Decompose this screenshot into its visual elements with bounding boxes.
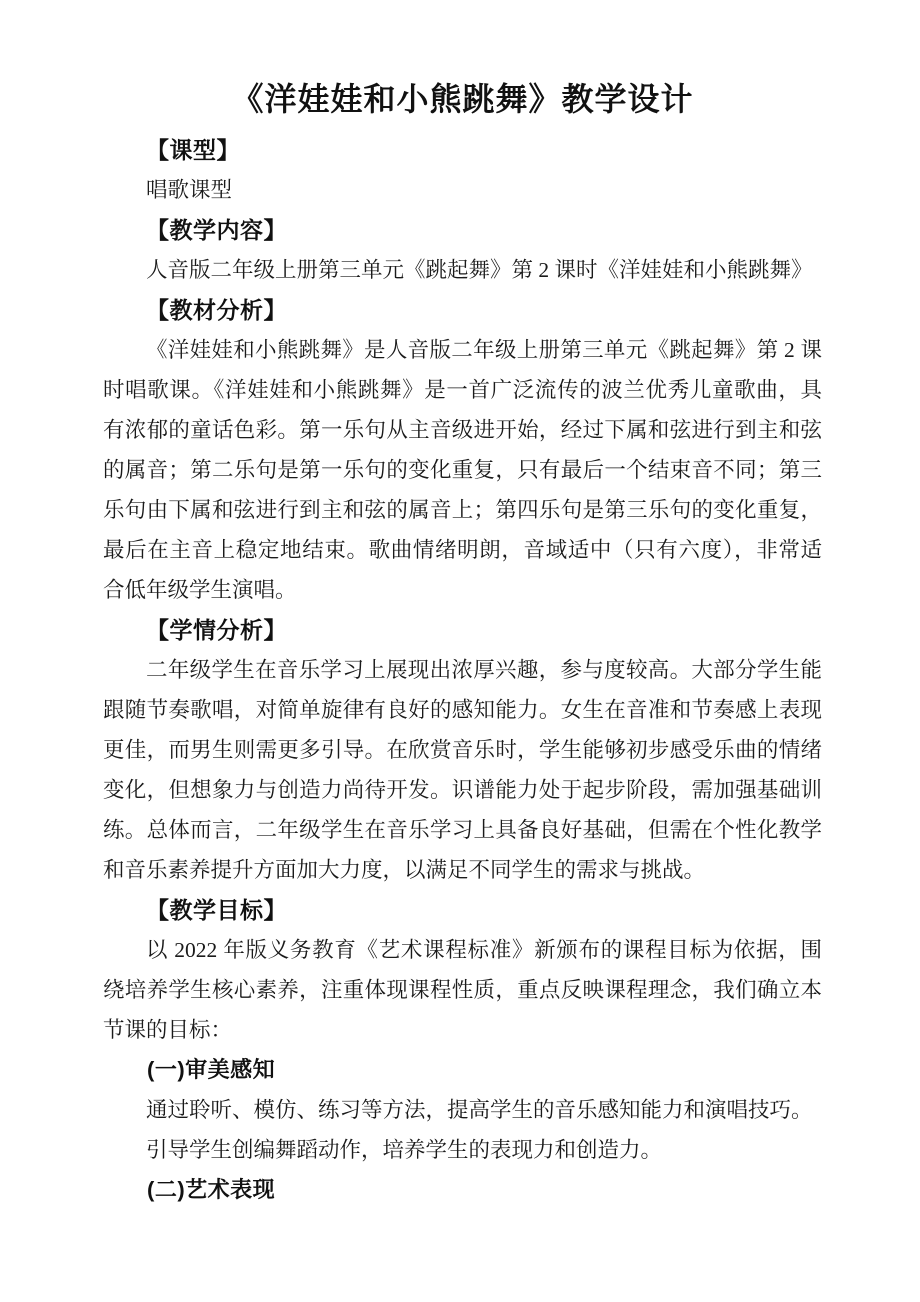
teaching-objectives-intro: 以 2022 年版义务教育《艺术课程标准》新颁布的课程目标为依据，围绕培养学生核心素养，注重体现课程性质，重点反映课程理念，我们确立本节课的目标： xyxy=(103,938,822,1042)
teaching-content-text: 人音版二年级上册第三单元《跳起舞》第 2 课时《洋娃娃和小熊跳舞》 xyxy=(146,258,813,282)
page-title: 《洋娃娃和小熊跳舞》教学设计 xyxy=(231,81,694,117)
section-heading-teaching-objectives: 【教学目标】 xyxy=(146,897,287,923)
material-analysis-paragraph: 《洋娃娃和小熊跳舞》是人音版二年级上册第三单元《跳起舞》第 2 课时唱歌课。《洋娃娃和小熊跳舞》是一首广泛流传的波兰优秀儿童歌曲，具有浓郁的童话色彩。第一乐句从主音级进开始，经过下属和弦进行到主和弦的属音；第二乐句是第一乐句的变化重复，只有最后一个结束音不同；第三乐句由下属和弦进行到主和弦的属音上；第四乐句是第三乐句的变化重复，最后在主音上稳定地结束。歌曲情绪明朗，音域适中（只有六度），非常适合低年级学生演唱。 xyxy=(103,338,822,602)
section-teaching-objectives xyxy=(103,890,822,1210)
aesthetic-perception-line-2: 引导学生创编舞蹈动作，培养学生的表现力和创造力。 xyxy=(146,1138,663,1162)
section-heading-course-type: 【课型】 xyxy=(146,137,240,163)
section-teaching-content xyxy=(103,210,822,290)
section-material-analysis xyxy=(103,290,822,610)
section-heading-learner-analysis: 【学情分析】 xyxy=(146,617,287,643)
section-course-type xyxy=(103,130,822,210)
section-heading-material-analysis: 【教材分析】 xyxy=(146,297,287,323)
section-learner-analysis xyxy=(103,610,822,890)
aesthetic-perception-line-1: 通过聆听、模仿、练习等方法，提高学生的音乐感知能力和演唱技巧。 xyxy=(146,1098,813,1122)
subheading-artistic-expression: (二)艺术表现 xyxy=(147,1177,276,1202)
learner-analysis-paragraph: 二年级学生在音乐学习上展现出浓厚兴趣，参与度较高。大部分学生能跟随节奏歌唱，对简单旋律有良好的感知能力。女生在音准和节奏感上表现更佳，而男生则需更多引导。在欣赏音乐时，学生能够初步感受乐曲的情绪变化，但想象力与创造力尚待开发。识谱能力处于起步阶段，需加强基础训练。总体而言，二年级学生在音乐学习上具备良好基础，但需在个性化教学和音乐素养提升方面加大力度，以满足不同学生的需求与挑战。 xyxy=(103,658,822,882)
course-type-text: 唱歌课型 xyxy=(146,178,233,202)
subheading-aesthetic-perception: (一)审美感知 xyxy=(147,1057,276,1082)
section-heading-teaching-content: 【教学内容】 xyxy=(146,217,287,243)
